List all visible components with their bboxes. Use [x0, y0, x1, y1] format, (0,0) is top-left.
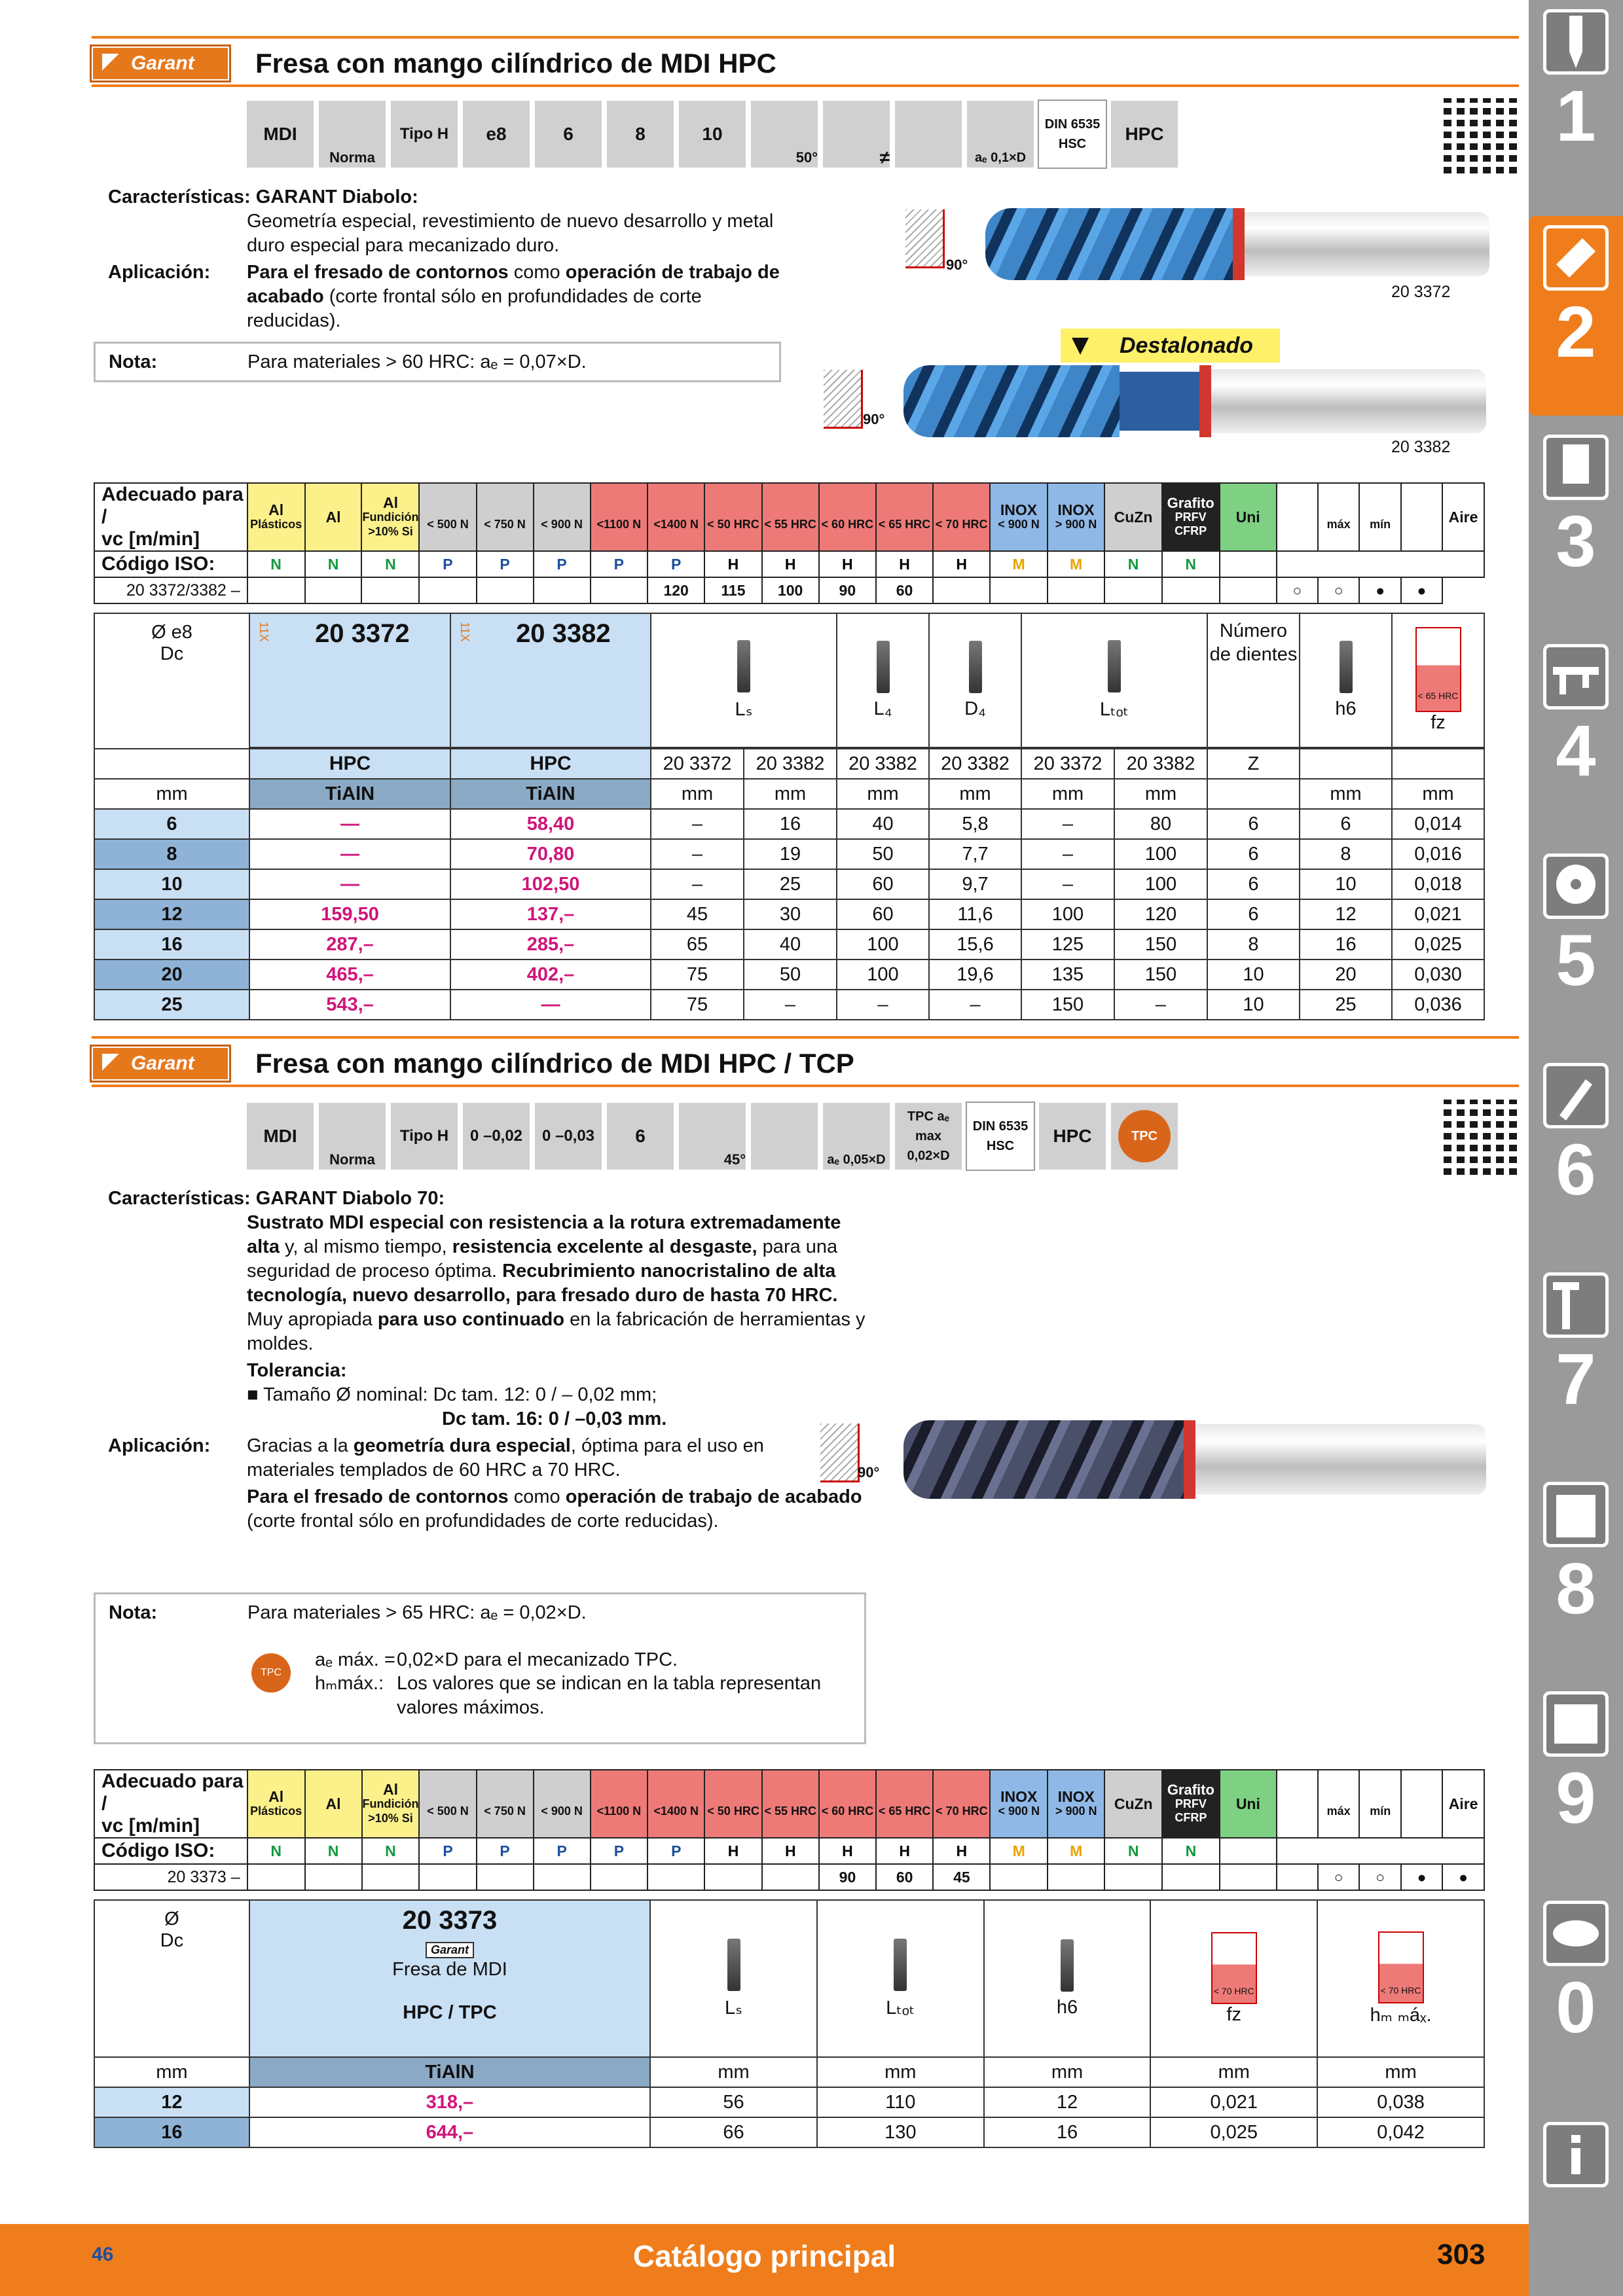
value-cell: 16: [984, 2117, 1151, 2147]
value-cell: 0,014: [1392, 809, 1484, 839]
value-cell: 10: [1207, 960, 1300, 990]
mdi-icon: MDI: [246, 1102, 315, 1171]
material-table-2: Adecuado para / vᴄ [m/min] Al Plásticos Al Al Fundición >10% Si < 500 N < 750 N < 900 N <1100 N <1400 N < 50 HRC < 55 HRC < 60 HRC < 65 HRC < 70 HRC INOX < 900 N INOX > 900 N CuZn Grafito PRFV CFRP Uni máx mín Aire Código ISO: N N N P P P P P H H H H H M M N N 20 3373 – 90 60 45 ○ ○ ● ●: [94, 1769, 1485, 1891]
destalonado-label: Destalonado: [1061, 329, 1280, 363]
workbench-icon: [1543, 1691, 1609, 1757]
note-box-2: Nota: Para materiales > 65 HRC: aₑ = 0,02×D. TPC aₑ máx. = 0,02×D para el mecanizado TPC. hₘmáx.: Los valores que se indican en la tabla representan valores máximos.: [94, 1592, 866, 1744]
value-cell: 25: [1300, 990, 1392, 1020]
chapter-tab-6[interactable]: 6: [1535, 1054, 1616, 1253]
coolant-icon: [1277, 483, 1318, 551]
hpc-icon: HPC: [1038, 1102, 1107, 1171]
coolant-icon: [1277, 1770, 1318, 1838]
caliper-icon: [1543, 644, 1609, 709]
value-cell: 30: [744, 899, 837, 929]
value-cell: 50: [837, 839, 929, 869]
tool-image-20-3373: [903, 1420, 1486, 1499]
value-cell: 0,021: [1392, 899, 1484, 929]
h6-diagram: h6: [984, 1900, 1151, 2057]
value-cell: 50: [744, 960, 837, 990]
value-cell: 19,6: [929, 960, 1021, 990]
page-number: 303: [1437, 2238, 1486, 2270]
tpc-badge-icon: TPC: [251, 1653, 291, 1693]
value-cell: 16: [744, 809, 837, 839]
din-icon: DIN 6535 HSC: [966, 1102, 1035, 1171]
page-footer: [0, 2224, 1529, 2296]
price-cell[interactable]: —: [249, 809, 450, 839]
price-cell[interactable]: 543,–: [249, 990, 450, 1020]
value-cell: 10: [1300, 869, 1392, 899]
price-cell[interactable]: 159,50: [249, 899, 450, 929]
drill-icon: [1543, 9, 1609, 75]
value-cell: 6: [1207, 839, 1300, 869]
mdi-icon: MDI: [246, 99, 315, 169]
l4-diagram: L₄: [837, 613, 929, 747]
ls-diagram: Lₛ: [650, 1900, 817, 2057]
ltot-diagram: Lₜₒₜ: [817, 1900, 984, 2057]
angle-diagram: [824, 370, 863, 429]
value-cell: 80: [1114, 809, 1207, 839]
price-cell[interactable]: 70,80: [450, 839, 651, 869]
qr-code[interactable]: [1444, 1100, 1519, 1175]
value-cell: 10: [1207, 990, 1300, 1020]
value-cell: 6: [1207, 809, 1300, 839]
value-cell: 6: [1207, 899, 1300, 929]
diameter-cell: 16: [94, 929, 249, 960]
chapter-tab-4[interactable]: 4: [1535, 635, 1616, 834]
value-cell: 0,030: [1392, 960, 1484, 990]
features-block-1: Características: GARANT Diabolo: Geometría especial, revestimiento de nuevo desarrollo y metal duro especial para mecanizado duro. Aplicación: Para el fresado de contornos como operación de trabajo de acabado (corte frontal sólo en profundidades de corte reducidas).: [108, 187, 780, 331]
table-row: [94, 809, 1484, 839]
hpc-icon: HPC: [1110, 99, 1179, 169]
value-cell: 0,018: [1392, 869, 1484, 899]
value-cell: 125: [1021, 929, 1114, 960]
table-row: [94, 2087, 1484, 2117]
diameter-cell: 20: [94, 960, 249, 990]
table-row: [94, 839, 1484, 869]
value-cell: 8: [1300, 839, 1392, 869]
table-row: [94, 990, 1484, 1020]
value-cell: 60: [837, 899, 929, 929]
corner-icon: [750, 1102, 819, 1171]
price-cell[interactable]: 285,–: [450, 929, 651, 960]
fz-icon: < 70 HRC fᴢ: [1150, 1900, 1317, 2057]
value-cell: 0,042: [1317, 2117, 1484, 2147]
chapter-tab-0[interactable]: 0: [1535, 1892, 1616, 2091]
page-ref: 46: [92, 2244, 114, 2265]
value-cell: –: [651, 839, 744, 869]
product-table-2: Ø Dᴄ 20 3373 Garant Fresa de MDI HPC / TPC Lₛ Lₜₒₜ h6 < 70 HRC fᴢ < 70 HRC hₘ ₘáₓ. mm TiAlN mm mm mm mm mm 12 318,– 56 110 12 0,021 0,038 16 644,– 66 130 16 0,025 0,042: [94, 1899, 1485, 2148]
value-cell: 12: [1300, 899, 1392, 929]
ls-diagram: Lₛ: [651, 613, 837, 747]
value-cell: 20: [1300, 960, 1392, 990]
teeth-6-icon: 6: [534, 99, 603, 169]
chapter-tab-7[interactable]: 7: [1535, 1263, 1616, 1463]
value-cell: 15,6: [929, 929, 1021, 960]
value-cell: –: [1114, 990, 1207, 1020]
diameter-cell: 12: [94, 2087, 249, 2117]
value-cell: 150: [1114, 929, 1207, 960]
price-cell[interactable]: —: [450, 990, 651, 1020]
value-cell: 56: [650, 2087, 817, 2117]
type-h-icon: Tipo H: [390, 99, 459, 169]
value-cell: 11,6: [929, 899, 1021, 929]
value-cell: 130: [817, 2117, 984, 2147]
teeth-6-icon: 6: [606, 1102, 675, 1171]
tool-cabinet-icon: [1543, 1482, 1609, 1547]
value-cell: 6: [1300, 809, 1392, 839]
price-cell[interactable]: 465,–: [249, 960, 450, 990]
chapter-tab-9[interactable]: 9: [1535, 1682, 1616, 1882]
value-cell: 0,038: [1317, 2087, 1484, 2117]
tpc-icon: TPC: [1110, 1102, 1179, 1171]
value-cell: –: [744, 990, 837, 1020]
value-cell: 8: [1207, 929, 1300, 960]
ae-icon: aₑ 0,1×D: [966, 99, 1035, 169]
norm-icon: Norma: [318, 99, 387, 169]
diameter-cell: 6: [94, 809, 249, 839]
value-cell: 65: [651, 929, 744, 960]
value-cell: 110: [817, 2087, 984, 2117]
hand-tools-icon: [1543, 1272, 1609, 1338]
value-cell: 0,025: [1150, 2117, 1317, 2147]
catalog-title: Catálogo principal: [632, 2239, 896, 2273]
value-cell: 0,021: [1150, 2087, 1317, 2117]
price-cell[interactable]: 318,–: [249, 2087, 650, 2117]
tolerance-e8-icon: e8: [462, 99, 531, 169]
value-cell: 135: [1021, 960, 1114, 990]
price-cell[interactable]: 58,40: [450, 809, 651, 839]
wrench-icon: [1543, 1063, 1609, 1128]
value-cell: –: [929, 990, 1021, 1020]
chapter-tab-8[interactable]: 8: [1535, 1473, 1616, 1672]
corner-icon: [894, 99, 963, 169]
no-coolant-icon: [1401, 483, 1442, 551]
tpc-ae-icon: TPC aₑ max 0,02×D: [894, 1102, 963, 1171]
price-cell[interactable]: 287,–: [249, 929, 450, 960]
angle-diagram: [905, 209, 945, 268]
diameter-cell: 25: [94, 990, 249, 1020]
value-cell: 40: [837, 809, 929, 839]
tool-image-20-3382: [903, 365, 1486, 437]
value-cell: 45: [651, 899, 744, 929]
value-cell: –: [837, 990, 929, 1020]
value-cell: 150: [1114, 960, 1207, 990]
safety-goggles-icon: [1543, 1901, 1609, 1966]
saw-blade-icon: [1543, 853, 1609, 919]
tool-image-20-3372: [985, 208, 1489, 280]
value-cell: 100: [1021, 899, 1114, 929]
value-cell: 75: [651, 960, 744, 990]
no-coolant-icon: [1401, 1770, 1442, 1838]
value-cell: 40: [744, 929, 837, 960]
garant-logo: Garant: [92, 1047, 229, 1081]
value-cell: 75: [651, 990, 744, 1020]
helix-angle-icon: 45°: [678, 1102, 747, 1171]
chapter-tab-2[interactable]: 2: [1529, 216, 1623, 416]
section-title: Fresa con mango cilíndrico de MDI HPC / TCP: [255, 1048, 854, 1079]
table-row: [94, 869, 1484, 899]
value-cell: –: [1021, 839, 1114, 869]
angle-diagram: [820, 1424, 860, 1482]
note-box-1: Nota: Para materiales > 60 HRC: aₑ = 0,07×D.: [94, 342, 781, 382]
teeth-10-icon: 10: [678, 99, 747, 169]
price-cell[interactable]: —: [249, 869, 450, 899]
tolerance-icon: 0 –0,02: [462, 1102, 531, 1171]
norm-icon: Norma: [318, 1102, 387, 1171]
price-cell[interactable]: 402,–: [450, 960, 651, 990]
tap-icon: [1543, 435, 1609, 500]
value-cell: 100: [1114, 839, 1207, 869]
section-header-2: [92, 1036, 1519, 1087]
info-icon: [1543, 2122, 1609, 2187]
price-cell[interactable]: 137,–: [450, 899, 651, 929]
value-cell: 150: [1021, 990, 1114, 1020]
value-cell: –: [651, 869, 744, 899]
ae-icon: aₑ 0,05×D: [822, 1102, 891, 1171]
price-cell[interactable]: —: [249, 839, 450, 869]
helix-angle-icon: 50°: [750, 99, 819, 169]
diameter-cell: 10: [94, 869, 249, 899]
value-cell: 60: [837, 869, 929, 899]
product-table-1: Ø e8 Dᴄ 11X 20 3372 11X 20 3382 Lₛ L₄ D₄ Lₜₒₜ Número de dientes h6 < 65 HRC fᴢ HPC HPC 20 3372 20 3382 20 3382 20 3382 20 3372 20 3382 Z mm TiAlN TiAlN mm mm mm mm mm mm mm mm 6 — 58,40 – 16 40 5,8 – 80 6 6 0,014 8 — 70,80 – 19 50 7,7 – 100 6 8 0,016 10 — 102,50 – 25 60 9,7 – 100 6 10 0,018 12 159,50 137,– 45 30 60 11,6 100 120 6 12 0,021 16 287,– 285,– 65 40 100 15,6 125 150 8 16 0,025 20 465,– 402,– 75 50 100 19,6 135 150 10 20 0,030 25 543,– — 75 – – – 150 – 10 25 0,036: [94, 613, 1485, 1020]
table-row: [94, 899, 1484, 929]
value-cell: 100: [1114, 869, 1207, 899]
h6-diagram: h6: [1300, 613, 1392, 747]
value-cell: 100: [837, 929, 929, 960]
diameter-cell: 8: [94, 839, 249, 869]
section-title: Fresa con mango cilíndrico de MDI HPC: [255, 48, 776, 79]
value-cell: 7,7: [929, 839, 1021, 869]
value-cell: 9,7: [929, 869, 1021, 899]
unequal-pitch-icon: ≠: [822, 99, 891, 169]
fz-icon: < 65 HRC fᴢ: [1392, 613, 1484, 747]
material-table-1: Adecuado para / vᴄ [m/min] Al Plásticos Al Al Fundición >10% Si < 500 N < 750 N < 900 N <1100 N <1400 N < 50 HRC < 55 HRC < 60 HRC < 65 HRC < 70 HRC INOX < 900 N INOX > 900 N CuZn Grafito PRFV CFRP Uni máx mín Aire Código ISO: N N N P P P P P H H H H H M M N N 20 3372/3382 – 120 115 100 90 60 ○ ○ ● ●: [94, 482, 1485, 604]
features-block-2: Características: GARANT Diabolo 70: Sustrato MDI especial con resistencia a la rotura extremadamente alta y, al mismo tiempo, resistencia excelente al desgaste, para una seguridad de proceso óptima. Recubrimiento nanocristalino de alta tecnología, nuevo desarrollo, para fresado duro de hasta 70 HRC. Muy apropiada para uso continuado en la fabricación de herramientas y moldes. Tolerancia: ■ Tamaño Ø nominal: Dᴄ tam. 12: 0 / – 0,02 mm; Dᴄ tam. 16: 0 / –0,03 mm. Aplicación: Gracias a la geometría dura especial, óptima para el uso en materiales templados de 60 HRC a 70 HRC. Para el fresado de contornos como operación de trabajo de acabado (corte frontal sólo en profundidades de corte reducidas).: [108, 1188, 866, 1532]
price-cell[interactable]: 102,50: [450, 869, 651, 899]
value-cell: –: [1021, 869, 1114, 899]
chapter-tab-1[interactable]: 1: [1535, 0, 1616, 200]
value-cell: 0,016: [1392, 839, 1484, 869]
chapter-tab-5[interactable]: 5: [1535, 844, 1616, 1044]
hm-max-icon: < 70 HRC hₘ ₘáₓ.: [1317, 1900, 1484, 2057]
type-h-icon: Tipo H: [390, 1102, 459, 1171]
din-icon: DIN 6535 HSC: [1038, 99, 1107, 169]
ltot-diagram: Lₜₒₜ: [1021, 613, 1207, 747]
garant-logo: Garant: [92, 46, 229, 81]
value-cell: 66: [650, 2117, 817, 2147]
value-cell: 16: [1300, 929, 1392, 960]
value-cell: 120: [1114, 899, 1207, 929]
chapter-tab-info[interactable]: [1535, 2114, 1616, 2206]
table-row: [94, 929, 1484, 960]
milling-insert-icon: [1543, 225, 1609, 291]
value-cell: 0,025: [1392, 929, 1484, 960]
table-row: [94, 960, 1484, 990]
value-cell: 0,036: [1392, 990, 1484, 1020]
value-cell: –: [1021, 809, 1114, 839]
value-cell: 25: [744, 869, 837, 899]
section-header-1: [92, 36, 1519, 87]
value-cell: 6: [1207, 869, 1300, 899]
diameter-cell: 12: [94, 899, 249, 929]
d4-diagram: D₄: [929, 613, 1021, 747]
qr-code[interactable]: [1444, 98, 1519, 173]
value-cell: –: [651, 809, 744, 839]
chapter-tab-3[interactable]: 3: [1535, 425, 1616, 625]
value-cell: 12: [984, 2087, 1151, 2117]
value-cell: 19: [744, 839, 837, 869]
value-cell: 5,8: [929, 809, 1021, 839]
tolerance-icon: 0 –0,03: [534, 1102, 603, 1171]
table-row: [94, 2117, 1484, 2147]
price-cell[interactable]: 644,–: [249, 2117, 650, 2147]
value-cell: 100: [837, 960, 929, 990]
teeth-8-icon: 8: [606, 99, 675, 169]
diameter-cell: 16: [94, 2117, 249, 2147]
